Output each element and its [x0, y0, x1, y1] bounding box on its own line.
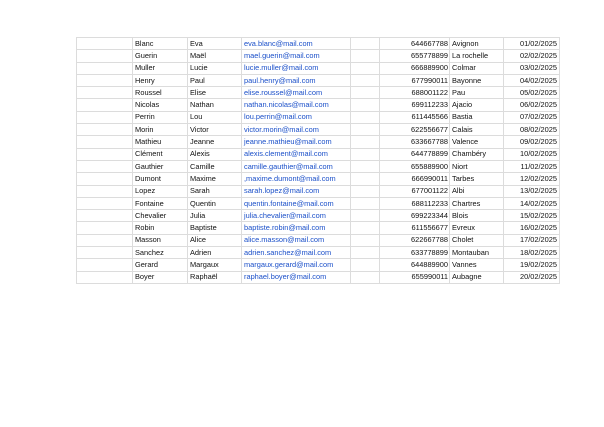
date-cell[interactable]: 08/02/2025	[504, 124, 560, 136]
city-cell[interactable]: Valence	[450, 136, 504, 148]
table-row	[77, 247, 560, 259]
table-row	[77, 234, 560, 246]
last-name-cell[interactable]: Morin	[133, 124, 188, 136]
date-cell[interactable]: 03/02/2025	[504, 62, 560, 74]
city-cell[interactable]: Colmar	[450, 62, 504, 74]
empty-cell[interactable]	[351, 38, 380, 50]
email-cell[interactable]: victor.morin@mail.com	[242, 124, 351, 136]
city-cell[interactable]: Niort	[450, 160, 504, 172]
row-number-cell[interactable]	[77, 124, 133, 136]
last-name-cell[interactable]: Mathieu	[133, 136, 188, 148]
table-row	[77, 124, 560, 136]
last-name-cell[interactable]: Boyer	[133, 271, 188, 283]
table-row	[77, 62, 560, 74]
table-row	[77, 99, 560, 111]
email-cell[interactable]: nathan.nicolas@mail.com	[242, 99, 351, 111]
phone-cell[interactable]: 677990011	[380, 74, 450, 86]
table-row	[77, 173, 560, 185]
city-cell[interactable]: Bayonne	[450, 74, 504, 86]
phone-cell[interactable]: 666889900	[380, 62, 450, 74]
email-cell[interactable]: eva.blanc@mail.com	[242, 38, 351, 50]
row-number-cell[interactable]	[77, 148, 133, 160]
empty-cell[interactable]	[351, 185, 380, 197]
first-name-cell[interactable]: Adrien	[188, 247, 242, 259]
date-cell[interactable]: 04/02/2025	[504, 74, 560, 86]
email-cell[interactable]: lou.perrin@mail.com	[242, 111, 351, 123]
row-number-cell[interactable]	[77, 74, 133, 86]
table-row	[77, 185, 560, 197]
city-cell[interactable]: Chartres	[450, 197, 504, 209]
empty-cell[interactable]	[351, 271, 380, 283]
phone-cell[interactable]: 699112233	[380, 99, 450, 111]
date-cell[interactable]: 13/02/2025	[504, 185, 560, 197]
table-row	[77, 111, 560, 123]
spreadsheet-page	[76, 37, 560, 284]
empty-cell[interactable]	[351, 50, 380, 62]
table-row	[77, 197, 560, 209]
empty-cell[interactable]	[351, 247, 380, 259]
table-row	[77, 271, 560, 283]
last-name-cell[interactable]: Henry	[133, 74, 188, 86]
empty-cell[interactable]	[351, 148, 380, 160]
city-cell[interactable]: Pau	[450, 87, 504, 99]
date-cell[interactable]: 10/02/2025	[504, 148, 560, 160]
date-cell[interactable]: 01/02/2025	[504, 38, 560, 50]
phone-cell[interactable]: 622667788	[380, 234, 450, 246]
first-name-cell[interactable]: Maël	[188, 50, 242, 62]
empty-cell[interactable]	[351, 197, 380, 209]
date-cell[interactable]: 02/02/2025	[504, 50, 560, 62]
date-cell[interactable]: 11/02/2025	[504, 160, 560, 172]
table-row	[77, 136, 560, 148]
date-cell[interactable]: 07/02/2025	[504, 111, 560, 123]
first-name-cell[interactable]: Margaux	[188, 259, 242, 271]
city-cell[interactable]: Montauban	[450, 247, 504, 259]
phone-cell[interactable]: 611445566	[380, 111, 450, 123]
first-name-cell[interactable]: Raphaël	[188, 271, 242, 283]
email-cell[interactable]: camille.gauthier@mail.com	[242, 160, 351, 172]
table-row	[77, 38, 560, 50]
email-cell[interactable]: quentin.fontaine@mail.com	[242, 197, 351, 209]
empty-cell[interactable]	[351, 234, 380, 246]
email-cell[interactable]: sarah.lopez@mail.com	[242, 185, 351, 197]
last-name-cell[interactable]: Fontaine	[133, 197, 188, 209]
last-name-cell[interactable]: Clément	[133, 148, 188, 160]
email-cell[interactable]: julia.chevalier@mail.com	[242, 210, 351, 222]
contacts-table	[76, 37, 560, 284]
empty-cell[interactable]	[351, 259, 380, 271]
email-cell[interactable]: ,maxime.dumont@mail.com	[242, 173, 351, 185]
first-name-cell[interactable]: Maxime	[188, 173, 242, 185]
last-name-cell[interactable]: Roussel	[133, 87, 188, 99]
last-name-cell[interactable]: Blanc	[133, 38, 188, 50]
last-name-cell[interactable]: Guerin	[133, 50, 188, 62]
first-name-cell[interactable]: Eva	[188, 38, 242, 50]
table-row	[77, 74, 560, 86]
first-name-cell[interactable]: Jeanne	[188, 136, 242, 148]
phone-cell[interactable]: 655990011	[380, 271, 450, 283]
email-cell[interactable]: paul.henry@mail.com	[242, 74, 351, 86]
last-name-cell[interactable]: Nicolas	[133, 99, 188, 111]
date-cell[interactable]: 17/02/2025	[504, 234, 560, 246]
phone-cell[interactable]: 644778899	[380, 148, 450, 160]
empty-cell[interactable]	[351, 74, 380, 86]
phone-cell[interactable]: 699223344	[380, 210, 450, 222]
phone-cell[interactable]: 655778899	[380, 50, 450, 62]
date-cell[interactable]: 06/02/2025	[504, 99, 560, 111]
date-cell[interactable]: 05/02/2025	[504, 87, 560, 99]
phone-cell[interactable]: 666990011	[380, 173, 450, 185]
email-cell[interactable]: baptiste.robin@mail.com	[242, 222, 351, 234]
first-name-cell[interactable]: Sarah	[188, 185, 242, 197]
first-name-cell[interactable]: Quentin	[188, 197, 242, 209]
row-number-cell[interactable]	[77, 111, 133, 123]
first-name-cell[interactable]: Lou	[188, 111, 242, 123]
date-cell[interactable]: 16/02/2025	[504, 222, 560, 234]
last-name-cell[interactable]: Gauthier	[133, 160, 188, 172]
city-cell[interactable]: Avignon	[450, 38, 504, 50]
city-cell[interactable]: Bastia	[450, 111, 504, 123]
email-cell[interactable]: alice.masson@mail.com	[242, 234, 351, 246]
phone-cell[interactable]: 644667788	[380, 38, 450, 50]
first-name-cell[interactable]: Baptiste	[188, 222, 242, 234]
phone-cell[interactable]: 677001122	[380, 185, 450, 197]
phone-cell[interactable]: 688001122	[380, 87, 450, 99]
table-row	[77, 210, 560, 222]
empty-cell[interactable]	[351, 111, 380, 123]
city-cell[interactable]: Ajacio	[450, 99, 504, 111]
phone-cell[interactable]: 655889900	[380, 160, 450, 172]
row-number-cell[interactable]	[77, 185, 133, 197]
empty-cell[interactable]	[351, 160, 380, 172]
last-name-cell[interactable]: Lopez	[133, 185, 188, 197]
empty-cell[interactable]	[351, 136, 380, 148]
email-cell[interactable]: jeanne.mathieu@mail.com	[242, 136, 351, 148]
row-number-cell[interactable]	[77, 247, 133, 259]
first-name-cell[interactable]: Camille	[188, 160, 242, 172]
row-number-cell[interactable]	[77, 87, 133, 99]
first-name-cell[interactable]: Nathan	[188, 99, 242, 111]
city-cell[interactable]: La rochelle	[450, 50, 504, 62]
empty-cell[interactable]	[351, 173, 380, 185]
email-cell[interactable]: alexis.clement@mail.com	[242, 148, 351, 160]
phone-cell[interactable]: 633778899	[380, 247, 450, 259]
last-name-cell[interactable]: Dumont	[133, 173, 188, 185]
first-name-cell[interactable]: Elise	[188, 87, 242, 99]
email-cell[interactable]: adrien.sanchez@mail.com	[242, 247, 351, 259]
first-name-cell[interactable]: Alexis	[188, 148, 242, 160]
row-number-cell[interactable]	[77, 234, 133, 246]
last-name-cell[interactable]: Robin	[133, 222, 188, 234]
phone-cell[interactable]: 622556677	[380, 124, 450, 136]
city-cell[interactable]: Chambéry	[450, 148, 504, 160]
email-cell[interactable]: mael.guerin@mail.com	[242, 50, 351, 62]
phone-cell[interactable]: 644889900	[380, 259, 450, 271]
row-number-cell[interactable]	[77, 210, 133, 222]
city-cell[interactable]: Blois	[450, 210, 504, 222]
empty-cell[interactable]	[351, 124, 380, 136]
date-cell[interactable]: 18/02/2025	[504, 247, 560, 259]
empty-cell[interactable]	[351, 99, 380, 111]
empty-cell[interactable]	[351, 222, 380, 234]
last-name-cell[interactable]: Perrin	[133, 111, 188, 123]
row-number-cell[interactable]	[77, 271, 133, 283]
table-row	[77, 160, 560, 172]
last-name-cell[interactable]: Sanchez	[133, 247, 188, 259]
table-row	[77, 259, 560, 271]
date-cell[interactable]: 19/02/2025	[504, 259, 560, 271]
city-cell[interactable]: Evreux	[450, 222, 504, 234]
email-cell[interactable]: elise.roussel@mail.com	[242, 87, 351, 99]
city-cell[interactable]: Tarbes	[450, 173, 504, 185]
empty-cell[interactable]	[351, 210, 380, 222]
date-cell[interactable]: 12/02/2025	[504, 173, 560, 185]
phone-cell[interactable]: 633667788	[380, 136, 450, 148]
row-number-cell[interactable]	[77, 222, 133, 234]
email-cell[interactable]: margaux.gerard@mail.com	[242, 259, 351, 271]
empty-cell[interactable]	[351, 62, 380, 74]
table-row	[77, 87, 560, 99]
row-number-cell[interactable]	[77, 99, 133, 111]
date-cell[interactable]: 14/02/2025	[504, 197, 560, 209]
last-name-cell[interactable]: Masson	[133, 234, 188, 246]
city-cell[interactable]: Vannes	[450, 259, 504, 271]
email-cell[interactable]: raphael.boyer@mail.com	[242, 271, 351, 283]
city-cell[interactable]: Aubagne	[450, 271, 504, 283]
contacts-table-body	[77, 38, 560, 284]
row-number-cell[interactable]	[77, 50, 133, 62]
city-cell[interactable]: Albi	[450, 185, 504, 197]
city-cell[interactable]: Cholet	[450, 234, 504, 246]
first-name-cell[interactable]: Lucie	[188, 62, 242, 74]
first-name-cell[interactable]: Victor	[188, 124, 242, 136]
last-name-cell[interactable]: Chevalier	[133, 210, 188, 222]
city-cell[interactable]: Calais	[450, 124, 504, 136]
table-row	[77, 50, 560, 62]
date-cell[interactable]: 09/02/2025	[504, 136, 560, 148]
first-name-cell[interactable]: Julia	[188, 210, 242, 222]
row-number-cell[interactable]	[77, 197, 133, 209]
date-cell[interactable]: 20/02/2025	[504, 271, 560, 283]
row-number-cell[interactable]	[77, 38, 133, 50]
email-cell[interactable]: lucie.muller@mail.com	[242, 62, 351, 74]
row-number-cell[interactable]	[77, 259, 133, 271]
first-name-cell[interactable]: Paul	[188, 74, 242, 86]
row-number-cell[interactable]	[77, 62, 133, 74]
date-cell[interactable]: 15/02/2025	[504, 210, 560, 222]
row-number-cell[interactable]	[77, 160, 133, 172]
phone-cell[interactable]: 611556677	[380, 222, 450, 234]
table-row	[77, 222, 560, 234]
first-name-cell[interactable]: Alice	[188, 234, 242, 246]
row-number-cell[interactable]	[77, 136, 133, 148]
empty-cell[interactable]	[351, 87, 380, 99]
table-row	[77, 148, 560, 160]
phone-cell[interactable]: 688112233	[380, 197, 450, 209]
last-name-cell[interactable]: Gerard	[133, 259, 188, 271]
last-name-cell[interactable]: Muller	[133, 62, 188, 74]
row-number-cell[interactable]	[77, 173, 133, 185]
